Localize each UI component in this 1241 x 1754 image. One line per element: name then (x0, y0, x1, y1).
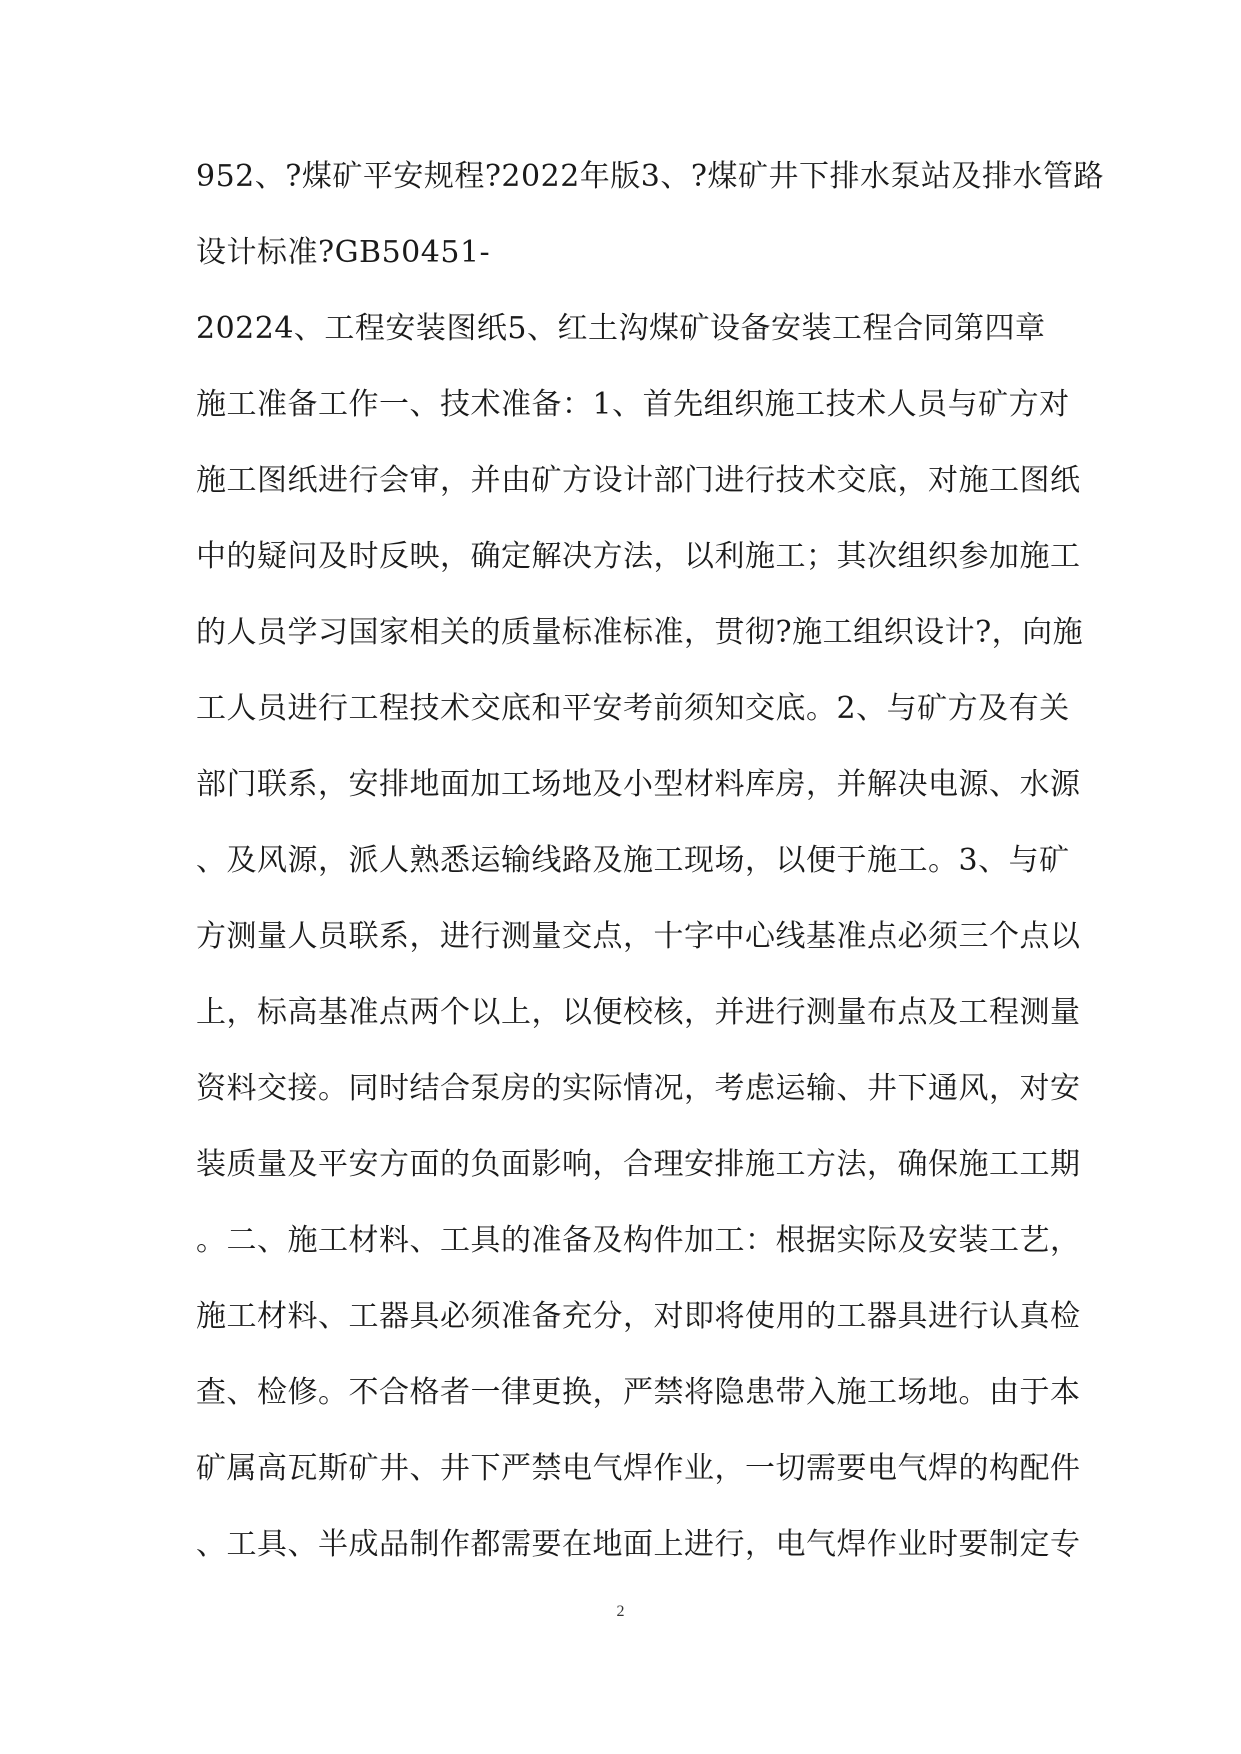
text-line: 部门联系，安排地面加工场地及小型材料库房，并解决电源、水源 (196, 767, 1081, 802)
text-line: 20224、工程安装图纸5、红土沟煤矿设备安装工程合同第四章 (196, 311, 1046, 346)
text-line: 、工具、半成品制作都需要在地面上进行，电气焊作业时要制定专 (196, 1527, 1081, 1562)
text-line: 工人员进行工程技术交底和平安考前须知交底。2、与矿方及有关 (196, 691, 1070, 726)
text-line: 952、?煤矿平安规程?2022年版3、?煤矿井下排水泵站及排水管路 (196, 159, 1104, 194)
text-line: 。二、施工材料、工具的准备及构件加工：根据实际及安装工艺， (196, 1223, 1081, 1258)
text-line: 施工准备工作一、技术准备：1、首先组织施工技术人员与矿方对 (196, 387, 1070, 422)
text-line: 施工图纸进行会审，并由矿方设计部门进行技术交底，对施工图纸 (196, 463, 1081, 498)
text-line: 、及风源，派人熟悉运输线路及施工现场，以便于施工。3、与矿 (196, 843, 1070, 878)
text-line: 矿属高瓦斯矿井、井下严禁电气焊作业，一切需要电气焊的构配件 (196, 1451, 1081, 1486)
text-line: 设计标准?GB50451- (196, 235, 491, 270)
text-line: 方测量人员联系，进行测量交点，十字中心线基准点必须三个点以 (196, 919, 1081, 954)
text-line: 施工材料、工器具必须准备充分，对即将使用的工器具进行认真检 (196, 1299, 1081, 1334)
text-line: 的人员学习国家相关的质量标准标准，贯彻?施工组织设计?，向施 (196, 615, 1084, 650)
text-line: 上，标高基准点两个以上，以便校核，并进行测量布点及工程测量 (196, 995, 1081, 1030)
text-line: 资料交接。同时结合泵房的实际情况，考虑运输、井下通风，对安 (196, 1071, 1081, 1106)
page-number: 2 (616, 1603, 625, 1620)
text-line: 查、检修。不合格者一律更换，严禁将隐患带入施工场地。由于本 (196, 1375, 1081, 1410)
body-text (196, 152, 1104, 1596)
text-line: 中的疑问及时反映，确定解决方法，以利施工；其次组织参加施工 (196, 539, 1081, 574)
text-line: 装质量及平安方面的负面影响，合理安排施工方法，确保施工工期 (196, 1147, 1081, 1182)
